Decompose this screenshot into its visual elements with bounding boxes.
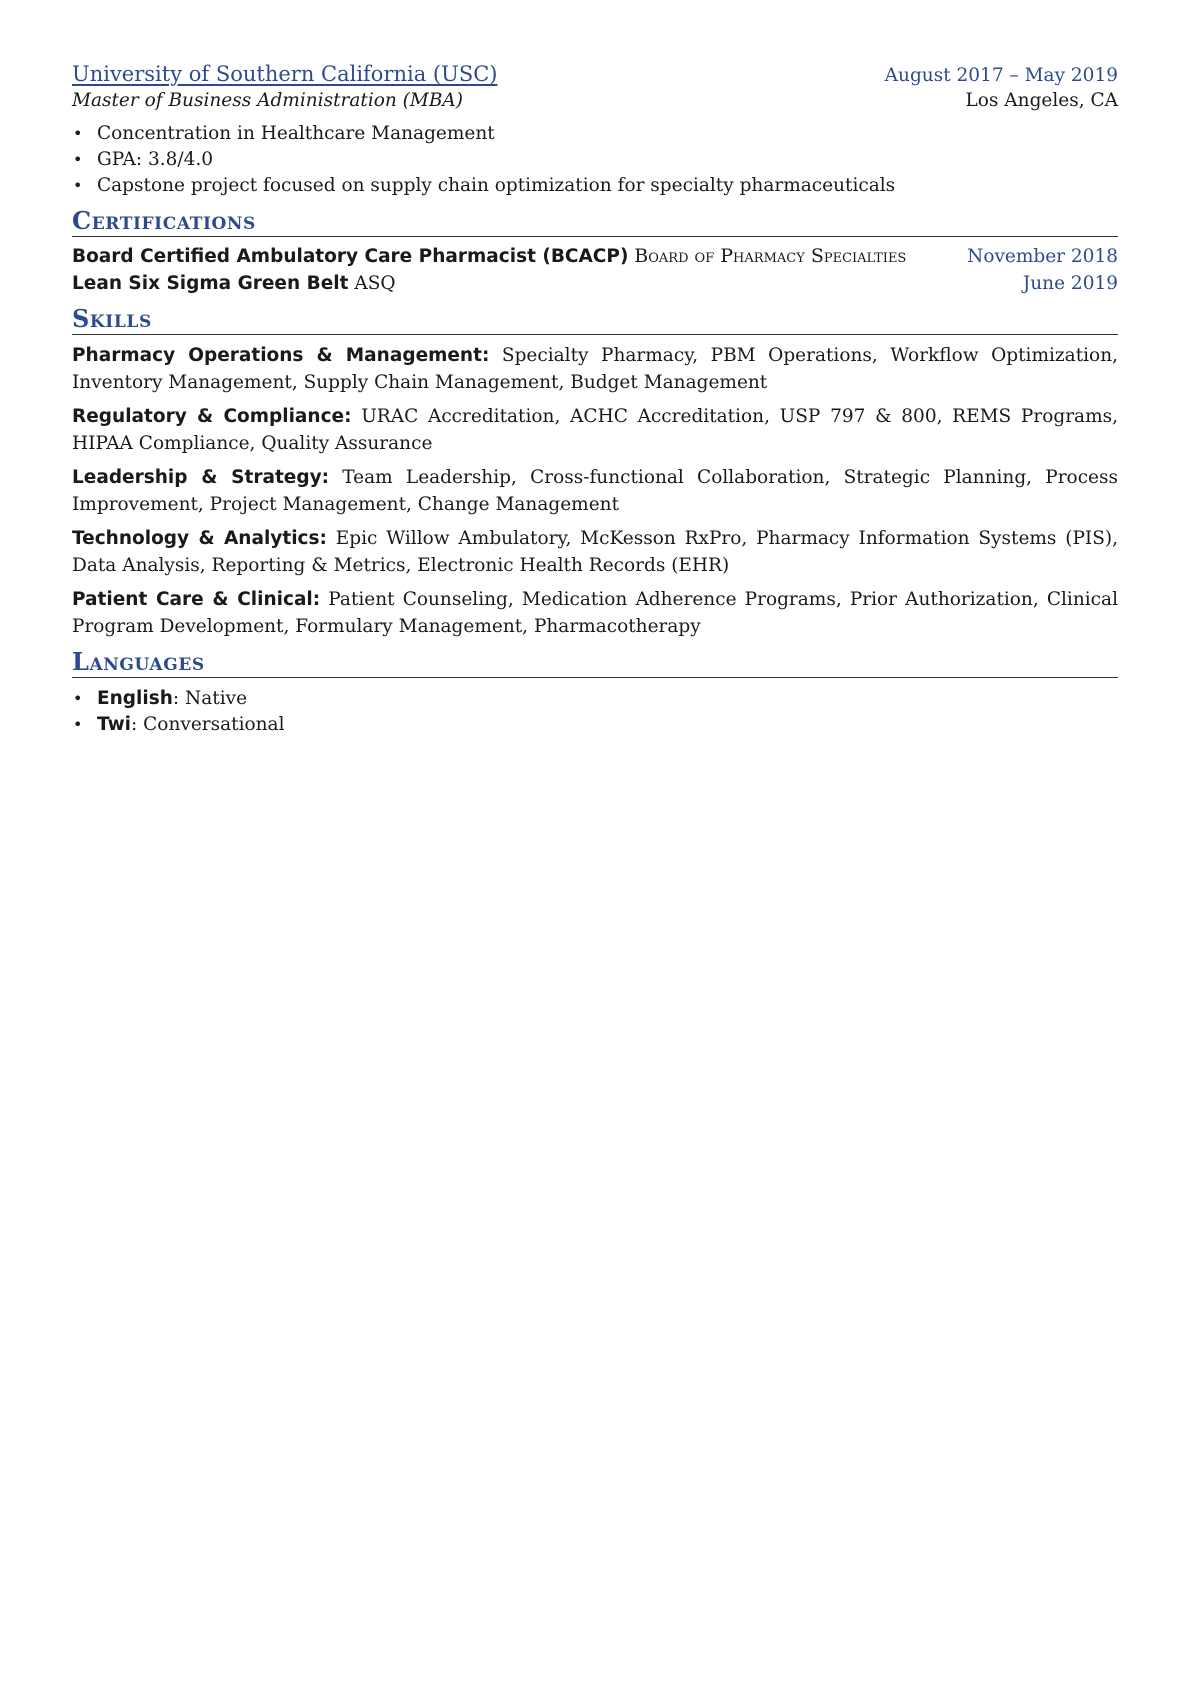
language-name: English bbox=[97, 688, 173, 709]
institution-link[interactable]: University of Southern California (USC) bbox=[72, 62, 498, 86]
skill-group bbox=[72, 343, 1118, 396]
list-item: • Twi: Conversational bbox=[97, 712, 1118, 738]
certifications-section bbox=[72, 207, 1118, 297]
language-level: Native bbox=[185, 688, 248, 709]
skill-group-text: URAC Accreditation, ACHC Accreditation, USP 797 & 800, REMS Programs, HIPAA Compliance, Quality Assurance bbox=[72, 406, 1118, 454]
certification-name: Board Certified Ambulatory Care Pharmacist (BCACP) bbox=[72, 246, 629, 267]
language-level: Conversational bbox=[143, 714, 285, 735]
list-item: • Concentration in Healthcare Management bbox=[97, 121, 1118, 147]
skill-group-text: Team Leadership, Cross-functional Collaboration, Strategic Planning, Process Improvement, Project Management, Change Management bbox=[72, 467, 1118, 515]
skill-group-text: Specialty Pharmacy, PBM Operations, Workflow Optimization, Inventory Management, Supply Chain Management, Budget Management bbox=[72, 345, 1118, 393]
skill-group bbox=[72, 465, 1118, 518]
skill-group-label: Leadership & Strategy: bbox=[72, 467, 330, 488]
certification-row bbox=[72, 270, 1118, 297]
certification-date: June 2019 bbox=[1022, 273, 1118, 294]
education-dates: August 2017 – May 2019 bbox=[884, 65, 1118, 86]
certification-row bbox=[72, 243, 1118, 270]
certification-name: Lean Six Sigma Green Belt bbox=[72, 273, 349, 294]
certification-issuer: Board of Pharmacy Specialties bbox=[634, 245, 907, 267]
skill-group bbox=[72, 526, 1118, 579]
education-bullets bbox=[72, 121, 1118, 199]
skill-group-label: Regulatory & Compliance: bbox=[72, 406, 352, 427]
resume-page bbox=[72, 62, 1118, 738]
skills-section bbox=[72, 305, 1118, 640]
section-heading-certifications: Certifications bbox=[72, 207, 1118, 237]
certification-date: November 2018 bbox=[967, 246, 1118, 267]
list-item: • GPA: 3.8/4.0 bbox=[97, 147, 1118, 173]
skill-group-label: Pharmacy Operations & Management: bbox=[72, 345, 490, 366]
languages-list bbox=[72, 686, 1118, 738]
languages-section bbox=[72, 648, 1118, 738]
language-name: Twi bbox=[97, 714, 132, 735]
section-heading-languages: Languages bbox=[72, 648, 1118, 678]
education-entry bbox=[72, 62, 1118, 199]
degree-title: Master of Business Administration (MBA) bbox=[72, 90, 464, 111]
skill-group bbox=[72, 404, 1118, 457]
certification-issuer: ASQ bbox=[354, 273, 396, 294]
skill-group-text: Epic Willow Ambulatory, McKesson RxPro, Pharmacy Information Systems (PIS), Data Analysis, Reporting & Metrics, Electronic Health Records (EHR) bbox=[72, 528, 1118, 576]
list-item: • Capstone project focused on supply chain optimization for specialty pharmaceuticals bbox=[97, 173, 1118, 199]
skill-group-text: Patient Counseling, Medication Adherence Programs, Prior Authorization, Clinical Program Development, Formulary Management, Pharmacotherapy bbox=[72, 589, 1118, 637]
skill-group-label: Patient Care & Clinical: bbox=[72, 589, 321, 610]
section-heading-skills: Skills bbox=[72, 305, 1118, 335]
list-item: • English: Native bbox=[97, 686, 1118, 712]
skill-group-label: Technology & Analytics: bbox=[72, 528, 327, 549]
skill-group bbox=[72, 587, 1118, 640]
education-location: Los Angeles, CA bbox=[965, 90, 1118, 111]
